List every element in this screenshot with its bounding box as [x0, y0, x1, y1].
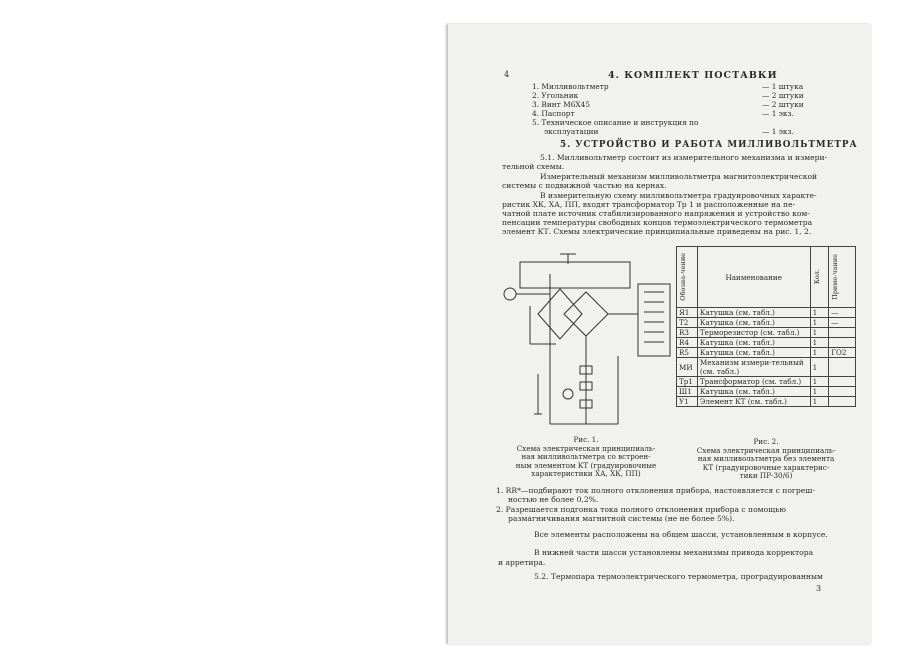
list-item: 4. Паспорт — 1 экз. [532, 109, 794, 118]
list-item: 1. Милливольтметр — 1 штука [532, 82, 804, 91]
paragraph-line: Все элементы расположены на общем шасси, установленным в корпусе. [534, 530, 828, 539]
note-line: 1. RR*—подбирают ток полного отклонения прибора, настоявляется с погреш- [496, 486, 815, 495]
table-row: МИ Механизм измери-тельный (см. табл.) 1 [677, 358, 856, 377]
section5-title: 5. УСТРОЙСТВО И РАБОТА МИЛЛИВОЛЬТМЕТРА [560, 140, 858, 150]
figure2-caption: Рис. 2. Схема электрическая принципиаль- ная милливольтметра без элемента КТ (градуировочные характерис- тики ПР-30/6) [696, 437, 836, 481]
list-item: 5. Техническое описание и инструкция по [532, 118, 699, 127]
table-row: Т2 Катушка (см. табл.) 1 — [677, 318, 856, 328]
specification-table [676, 246, 856, 452]
paragraph-line: и арретира. [498, 558, 546, 567]
section4-title: 4. КОМПЛЕКТ ПОСТАВКИ [608, 70, 778, 81]
table-row: R4 Катушка (см. табл.) 1 [677, 338, 856, 348]
table-row: Тр1 Трансформатор (см. табл.) 1 [677, 377, 856, 387]
list-item: 2. Угольник — 2 штуки [532, 91, 804, 100]
column-header: Обозна-чение [679, 253, 687, 301]
table-row: R5 Катушка (см. табл.) 1 ГО2 [677, 348, 856, 358]
paragraph-line: 5.1. Милливольтметр состоит из измерительного механизма и измери- [540, 153, 828, 162]
table-row: У1 Элемент КТ (см. табл.) 1 [677, 397, 856, 407]
list-item: эксплуатации — 1 экз. [544, 127, 794, 136]
list-item: 3. Винт М6Х45 — 2 штуки [532, 100, 804, 109]
paragraph-line: чатной плате источник стабилизированного напряжения и устройство ком- [502, 209, 810, 218]
bridge-network [538, 289, 582, 339]
column-header: Приме-чание [831, 254, 840, 300]
column-header: Наименование [697, 247, 810, 308]
paragraph-line: 5.2. Термопара термоэлектрического термометра, проградуированным [534, 572, 823, 581]
paragraph-line: В нижней части шасси установлены механизмы привода корректора [534, 548, 814, 557]
note-line: ностью не более 0,2%. [508, 495, 599, 504]
paragraph-line: ристик ХК, ХА, ПП, входят трансформатор Тр 1 и расположенные на пе- [502, 200, 796, 209]
source-symbol [504, 288, 516, 300]
table-row: Я1 Катушка (см. табл.) 1 — [677, 308, 856, 318]
document-page [448, 24, 872, 644]
table-row: Ш1 Катушка (см. табл.) 1 [677, 387, 856, 397]
circuit-frame-top [520, 262, 630, 288]
paragraph-line: Измерительный механизм милливольтметра магнитоэлектрической [540, 172, 818, 181]
page-marker: 4 [504, 70, 510, 79]
transformer-block [638, 284, 670, 356]
paragraph-line: тельной схемы. [502, 162, 565, 171]
note-line: 2. Разрешается подгонка тока полного отклонения прибора с помощью [496, 505, 786, 514]
column-header: Кол. [812, 269, 821, 285]
paragraph-line: пенсации температуры свободных концов термоэлектрического термометра [502, 218, 813, 227]
paragraph-line: системы с подвижной частью на кернах. [502, 181, 667, 190]
note-line: размагничивания магнитной системы (не не более 5%). [508, 514, 735, 523]
figure1-caption: Рис. 1. Схема электрическая принципиаль- ная милливольтметра со встроен- ным элементом КТ (градуировочные характеристики ХА, ХК, ПП) [515, 435, 657, 479]
page-number: 3 [816, 584, 822, 593]
paragraph-line: элемент КТ. Схемы электрические принципиальные приведены на рис. 1, 2. [502, 227, 812, 236]
circuit-diagram [498, 244, 678, 434]
paragraph-line: В измерительную схему милливольтметра градуировочных характе- [540, 191, 817, 200]
table-row: R3 Терморезистор (см. табл.) 1 [677, 328, 856, 338]
